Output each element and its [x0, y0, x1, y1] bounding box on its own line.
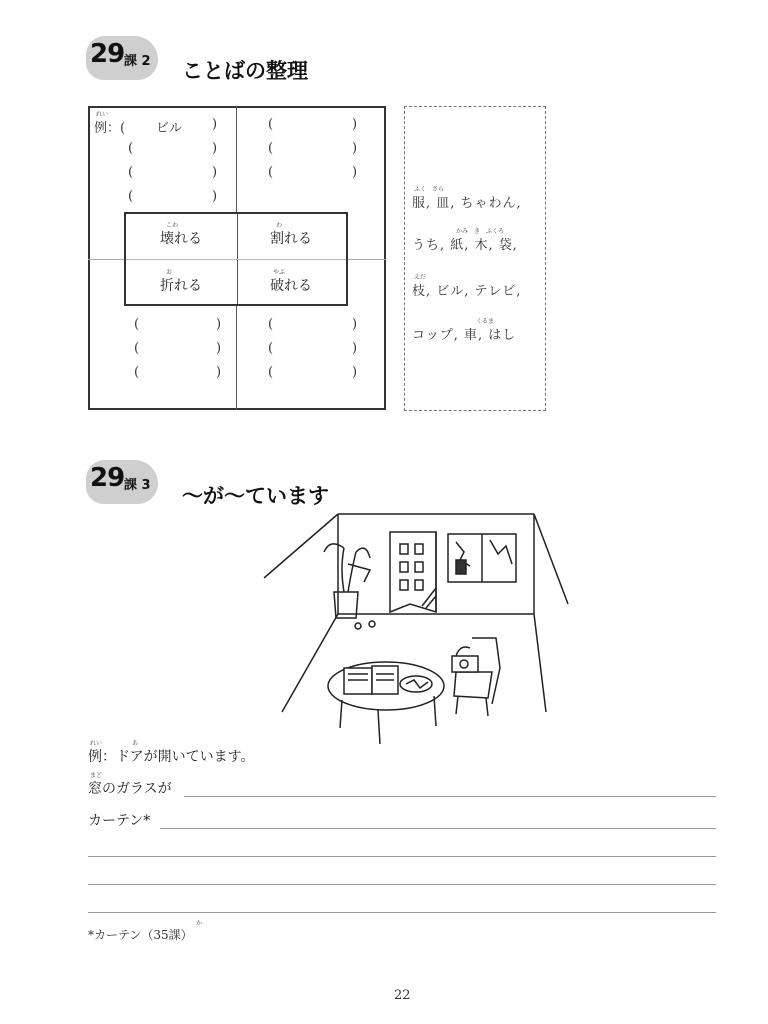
word-bank-line: うち, 紙, 木, 袋,	[412, 238, 518, 253]
word-ruby: くるま	[476, 318, 495, 325]
lesson-badge-1	[86, 36, 158, 80]
answer-line[interactable]	[160, 828, 716, 829]
answer-line[interactable]	[88, 884, 716, 885]
example-sentence: 例：ドアが開いています。	[88, 749, 255, 765]
verb-oreru: 折れる	[160, 278, 202, 294]
verb-yabureru: 破れる	[270, 278, 312, 294]
prompt-curtain: カーテン*	[88, 813, 151, 829]
page-number: 22	[394, 988, 411, 1003]
verb-ruby: お	[166, 269, 173, 276]
lesson-suffix: 課 3	[124, 478, 151, 493]
example-ruby-2: れい あ	[90, 740, 139, 747]
lesson-number: 29	[90, 463, 125, 493]
verb-box	[124, 212, 348, 306]
lesson-badge-2	[86, 460, 158, 504]
blank-slot[interactable]: ( )	[268, 165, 358, 180]
blank-slot[interactable]: ( )	[268, 365, 358, 380]
blank-slot[interactable]: ( )	[128, 141, 218, 156]
blank-slot[interactable]: ( )	[134, 341, 222, 356]
word-bank-box	[404, 106, 546, 411]
example-ruby: れい	[96, 111, 109, 118]
blank-slot[interactable]: ( )	[268, 341, 358, 356]
footnote: *カーテン（35課）	[88, 928, 193, 942]
word-bank-line: コップ, 車, はし	[412, 328, 517, 343]
verb-ruby: やぶ	[273, 269, 286, 276]
footnote-ruby: か	[196, 920, 203, 927]
verb-wareru: 割れる	[270, 231, 312, 247]
section-title-1: ことばの整理	[182, 59, 308, 83]
section-title-2: 〜が〜ています	[182, 484, 329, 508]
blank-slot[interactable]: ( )	[128, 165, 218, 180]
word-bank-line: 枝, ビル, テレビ,	[412, 284, 522, 299]
example-value: ビル	[156, 121, 183, 136]
broken-room-illustration	[260, 508, 572, 748]
verb-ruby: こわ	[166, 222, 179, 229]
lesson-number: 29	[90, 39, 125, 69]
word-ruby: かみ き ふくろ	[456, 228, 505, 235]
answer-line[interactable]	[184, 796, 716, 797]
blank-slot[interactable]: ( )	[128, 189, 218, 204]
verb-kowareru: 壊れる	[160, 231, 202, 247]
blank-slot[interactable]: ( )	[268, 317, 358, 332]
verb-ruby: わ	[276, 222, 283, 229]
answer-line[interactable]	[88, 856, 716, 857]
prompt-window-glass: 窓のガラスが	[88, 781, 172, 797]
blank-slot[interactable]: ( )	[134, 317, 222, 332]
blank-slot[interactable]: ( )	[268, 117, 358, 132]
blank-slot[interactable]: ( )	[268, 141, 358, 156]
lesson-suffix: 課 2	[124, 54, 151, 69]
word-ruby: えだ	[414, 274, 427, 281]
example-slot: 例：( ビル )	[94, 117, 218, 136]
word-bank-line: 服, 皿, ちゃわん,	[412, 196, 522, 211]
answer-line[interactable]	[88, 912, 716, 913]
prompt-ruby: まど	[90, 772, 103, 779]
word-ruby: ふく さら	[414, 186, 445, 193]
blank-slot[interactable]: ( )	[134, 365, 222, 380]
